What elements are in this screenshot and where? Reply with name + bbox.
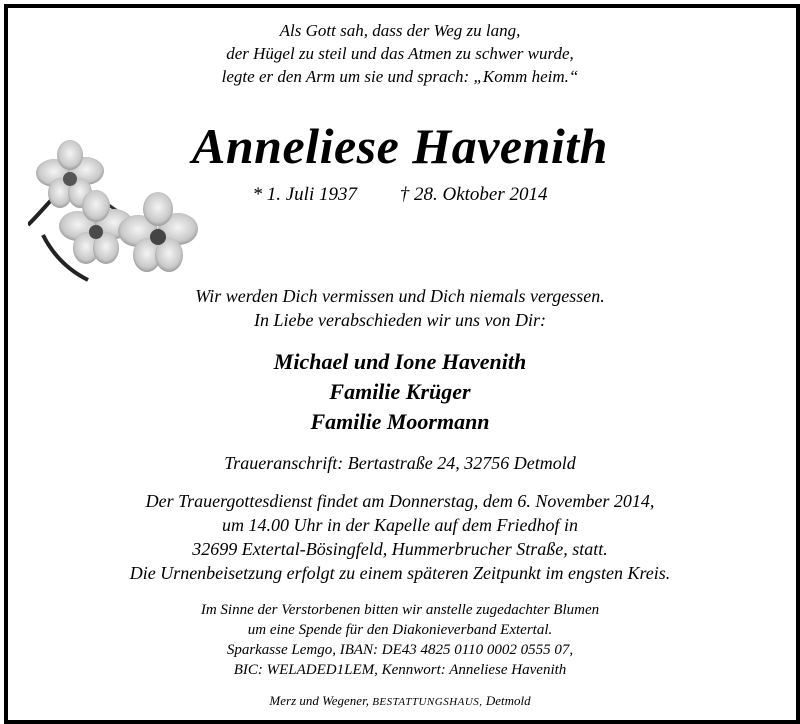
donation-line-4: BIC: WELADED1LEM, Kennwort: Anneliese Havenith (233, 662, 567, 678)
mourner-2: Familie Krüger (329, 379, 471, 404)
poem-line-2: der Hügel zu steil und das Atmen zu schwer wurde, (226, 44, 574, 63)
service-line-1: Der Trauergottesdienst findet am Donnerstag, dem 6. November 2014, (145, 491, 655, 511)
funeral-home-name: Merz und Wegener, (269, 693, 369, 708)
birth-date: * 1. Juli 1937 (252, 184, 357, 205)
service-line-4: Die Urnenbeisetzung erfolgt zu einem späteren Zeitpunkt im engsten Kreis. (129, 563, 671, 583)
donation-line-1: Im Sinne der Verstorbenen bitten wir anstelle zugedachter Blumen (200, 602, 600, 618)
mourner-3: Familie Moormann (310, 409, 490, 434)
donation-line-2: um eine Spende für den Diakonieverband Extertal. (247, 622, 553, 638)
mourning-address: Traueranschrift: Bertastraße 24, 32756 Detmold (224, 453, 576, 473)
donation-line-3: Sparkasse Lemgo, IBAN: DE43 4825 0110 0002 0555 07, (226, 642, 574, 658)
death-date: † 28. Oktober 2014 (399, 184, 548, 205)
life-dates (0, 183, 800, 207)
farewell-line-2: In Liebe verabschieden wir uns von Dir: (254, 310, 546, 330)
funeral-home-city: Detmold (485, 693, 531, 708)
mourner-1: Michael und Ione Havenith (273, 349, 527, 374)
service-line-2: um 14.00 Uhr in der Kapelle auf dem Friedhof in (222, 515, 578, 535)
farewell-line-1: Wir werden Dich vermissen und Dich niemals vergessen. (195, 286, 605, 306)
poem-line-3: legte er den Arm um sie und sprach: „Komm heim.“ (221, 67, 579, 86)
poem-line-1: Als Gott sah, dass der Weg zu lang, (279, 21, 521, 40)
service-line-3: 32699 Extertal-Bösingfeld, Hummerbrucher Straße, statt. (192, 539, 608, 559)
funeral-home-type: BESTATTUNGSHAUS, (372, 696, 483, 708)
deceased-name: Anneliese Havenith (192, 118, 608, 174)
funeral-home (0, 692, 800, 711)
